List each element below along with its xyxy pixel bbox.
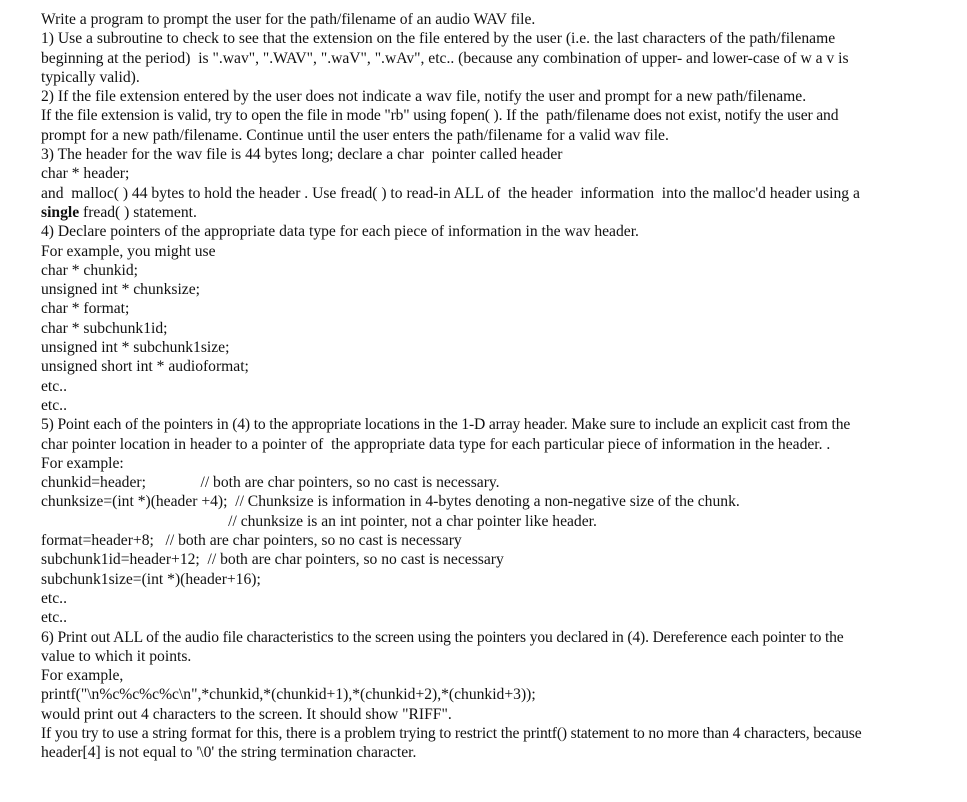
doc-line-16: char * format; <box>41 300 130 318</box>
doc-line-18: unsigned int * subchunk1size; <box>41 339 230 357</box>
doc-line-29: subchunk1id=header+12; // both are char pointers, so no cast is necessary <box>41 551 504 569</box>
doc-line-14: char * chunkid; <box>41 261 138 279</box>
doc-line-36: printf("\n%c%c%c%c\n",*chunkid,*(chunkid+1),*(chunkid+2),*(chunkid+3)); <box>41 686 536 704</box>
doc-line-23: char pointer location in header to a pointer of the appropriate data type for each particular piece of information in the header. . <box>41 435 831 453</box>
doc-line-22: 5) Point each of the pointers in (4) to the appropriate locations in the 1-D array header. Make sure to include an explicit cast from the <box>41 416 851 434</box>
doc-line-10: and malloc( ) 44 bytes to hold the header . Use fread( ) to read-in ALL of the header information into the malloc'd header using a <box>41 184 860 202</box>
doc-line-5: 2) If the file extension entered by the user does not indicate a wav file, notify the user and prompt for a new path/filename. <box>41 88 807 106</box>
doc-line-37: would print out 4 characters to the screen. It should show "RIFF". <box>41 705 452 723</box>
doc-line-28: format=header+8; // both are char pointers, so no cast is necessary <box>41 532 462 550</box>
doc-line-7: prompt for a new path/filename. Continue until the user enters the path/filename for a valid wav file. <box>41 126 669 144</box>
doc-line-1: Write a program to prompt the user for the path/filename of an audio WAV file. <box>41 11 536 28</box>
doc-line-39: header[4] is not equal to '\0' the string termination character. <box>41 744 417 762</box>
doc-line-34: value to which it points. <box>41 647 192 665</box>
doc-line-31: etc.. <box>41 589 67 607</box>
doc-line-38: If you try to use a string format for this, there is a problem trying to restrict the printf() statement to no more than 4 characters, because <box>41 724 862 742</box>
document-body <box>41 10 956 763</box>
doc-line-33: 6) Print out ALL of the audio file characteristics to the screen using the pointers you declared in (4). Dereference each pointer to the <box>41 628 844 646</box>
doc-line-11 <box>41 203 956 222</box>
doc-line-11-rest: fread( ) statement. <box>79 203 197 221</box>
doc-line-24: For example: <box>41 454 124 472</box>
doc-line-19: unsigned short int * audioformat; <box>41 358 249 376</box>
doc-line-12: 4) Declare pointers of the appropriate data type for each piece of information in the wav header. <box>41 223 639 241</box>
doc-line-2: 1) Use a subroutine to check to see that the extension on the file entered by the user (i.e. the last characters of the path/filename <box>41 30 836 48</box>
doc-line-27: // chunksize is an int pointer, not a char pointer like header. <box>41 512 597 530</box>
doc-line-21: etc.. <box>41 396 67 414</box>
doc-line-20: etc.. <box>41 377 67 395</box>
doc-line-13: For example, you might use <box>41 242 216 260</box>
doc-line-4: typically valid). <box>41 68 140 86</box>
doc-line-15: unsigned int * chunksize; <box>41 281 200 299</box>
doc-line-9: char * header; <box>41 165 130 183</box>
doc-line-11-bold: single <box>41 203 80 221</box>
doc-line-17: char * subchunk1id; <box>41 319 168 337</box>
doc-line-8: 3) The header for the wav file is 44 bytes long; declare a char pointer called header <box>41 146 563 164</box>
doc-line-25: chunkid=header; // both are char pointers, so no cast is necessary. <box>41 474 500 492</box>
doc-line-35: For example, <box>41 667 124 685</box>
doc-line-26: chunksize=(int *)(header +4); // Chunksize is information in 4-bytes denoting a non-negative size of the chunk. <box>41 493 740 511</box>
doc-line-30: subchunk1size=(int *)(header+16); <box>41 570 261 588</box>
doc-line-32: etc.. <box>41 609 67 627</box>
doc-line-3: beginning at the period) is ".wav", ".WAV", ".waV", ".wAv", etc.. (because any combination of upper- and lower-case of w a v is <box>41 49 849 67</box>
doc-line-6: If the file extension is valid, try to open the file in mode "rb" using fopen( ). If the path/filename does not exist, notify the user and <box>41 107 839 125</box>
